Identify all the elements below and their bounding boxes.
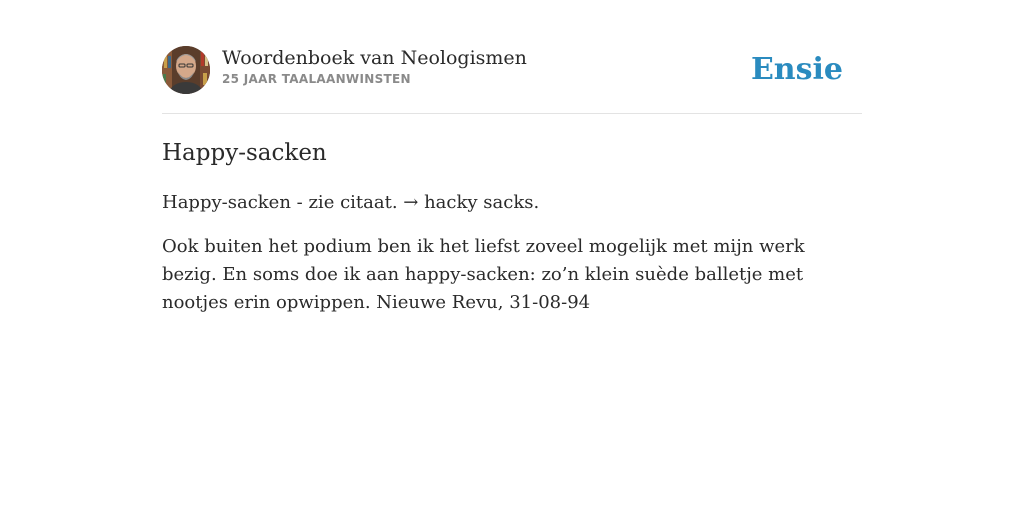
entry-quote: Ook buiten het podium ben ik het liefst zoveel mogelijk met mijn werk bezig. En soms doe ik aan happy-sacken: zo’n klein suède balletje met nootjes erin opwippen. Nieuwe Revu, 31-08-94	[162, 236, 805, 313]
source-titles	[222, 47, 527, 86]
entry-title: Happy-sacken	[162, 140, 327, 166]
source-subtitle: 25 JAAR TAALAANWINSTEN	[222, 72, 411, 86]
source-title[interactable]: Woordenboek van Neologismen	[222, 47, 527, 69]
entry-definition: Happy-sacken - zie citaat. → hacky sacks.	[162, 192, 540, 213]
author-avatar-icon[interactable]	[162, 46, 210, 94]
ensie-logo-link[interactable]: Ensie	[750, 52, 843, 87]
source-header	[162, 46, 862, 114]
entry-card	[162, 46, 862, 317]
